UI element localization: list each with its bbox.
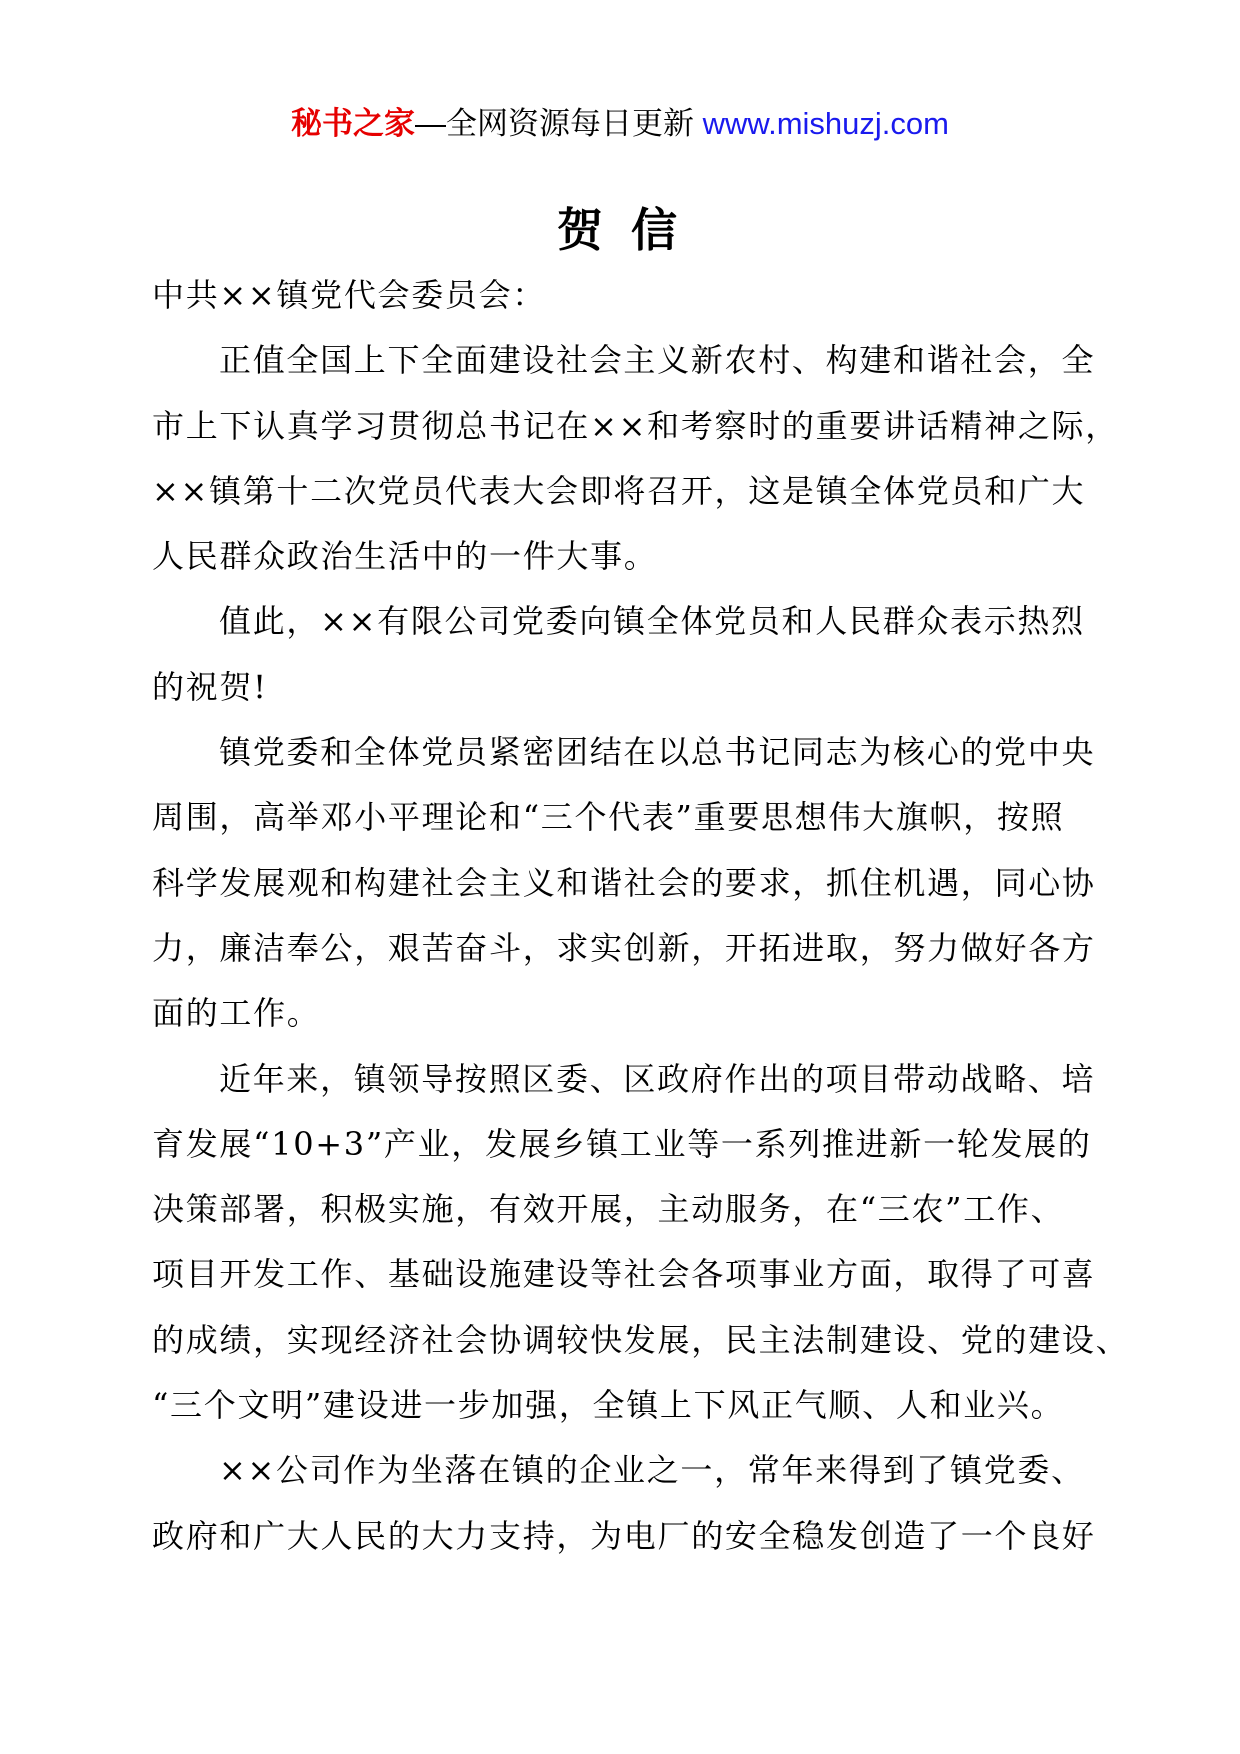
letter-line: 力，廉洁奉公，艰苦奋斗，求实创新，开拓进取，努力做好各方 xyxy=(152,928,1096,967)
letter-line: 的祝贺! xyxy=(152,667,268,706)
letter-line: 项目开发工作、基础设施建设等社会各项事业方面，取得了可喜 xyxy=(152,1255,1096,1294)
paragraph-4 xyxy=(152,1047,1152,1439)
letter-line: ××公司作为坐落在镇的企业之一，常年来得到了镇党委、 xyxy=(219,1451,1085,1490)
paragraph-2 xyxy=(152,589,1152,720)
letter-line: 正值全国上下全面建设社会主义新农村、构建和谐社会，全 xyxy=(219,341,1096,380)
paragraph-3 xyxy=(152,720,1152,1046)
letter-line: 育发展“10+3”产业，发展乡镇工业等一系列推进新一轮发展的 xyxy=(152,1124,1092,1163)
letter-body xyxy=(152,263,1152,1569)
letter-line: 科学发展观和构建社会主义和谐社会的要求，抓住机遇，同心协 xyxy=(152,863,1096,902)
letter-line: 面的工作。 xyxy=(152,994,321,1033)
letter-line: 人民群众政治生活中的一件大事。 xyxy=(152,537,658,576)
document-title: 贺 信 xyxy=(556,203,683,257)
salutation: 中共××镇党代会委员会： xyxy=(152,276,547,314)
paragraph-5 xyxy=(152,1438,1152,1569)
letter-line: ××镇第十二次党员代表大会即将召开，这是镇全体党员和广大 xyxy=(152,471,1086,510)
letter-line: 近年来，镇领导按照区委、区政府作出的项目带动战略、培 xyxy=(219,1059,1096,1098)
letter-line: “三个文明”建设进一步加强，全镇上下风正气顺、人和业兴。 xyxy=(152,1386,1065,1425)
letter-line: 周围，高举邓小平理论和“三个代表”重要思想伟大旗帜，按照 xyxy=(152,798,1065,837)
letter-line: 镇党委和全体党员紧密团结在以总书记同志为核心的党中央 xyxy=(219,733,1096,772)
site-url: www.mishuzj.com xyxy=(702,106,949,141)
paragraph-1 xyxy=(152,328,1152,589)
letter-line: 的成绩，实现经济社会协调较快发展，民主法制建设、党的建设、 xyxy=(152,1320,1130,1359)
site-brand: 秘书之家 xyxy=(291,106,416,141)
letter-line: 值此，××有限公司党委向镇全体党员和人民群众表示热烈 xyxy=(219,602,1085,641)
site-header xyxy=(0,103,1240,145)
letter-line: 市上下认真学习贯彻总书记在××和考察时的重要讲话精神之际， xyxy=(152,406,1119,445)
site-tagline: —全网资源每日更新 xyxy=(415,106,703,141)
letter-line: 政府和广大人民的大力支持，为电厂的安全稳发创造了一个良好 xyxy=(152,1516,1096,1555)
letter-line: 决策部署，积极实施，有效开展，主动服务，在“三农”工作、 xyxy=(152,1190,1065,1229)
